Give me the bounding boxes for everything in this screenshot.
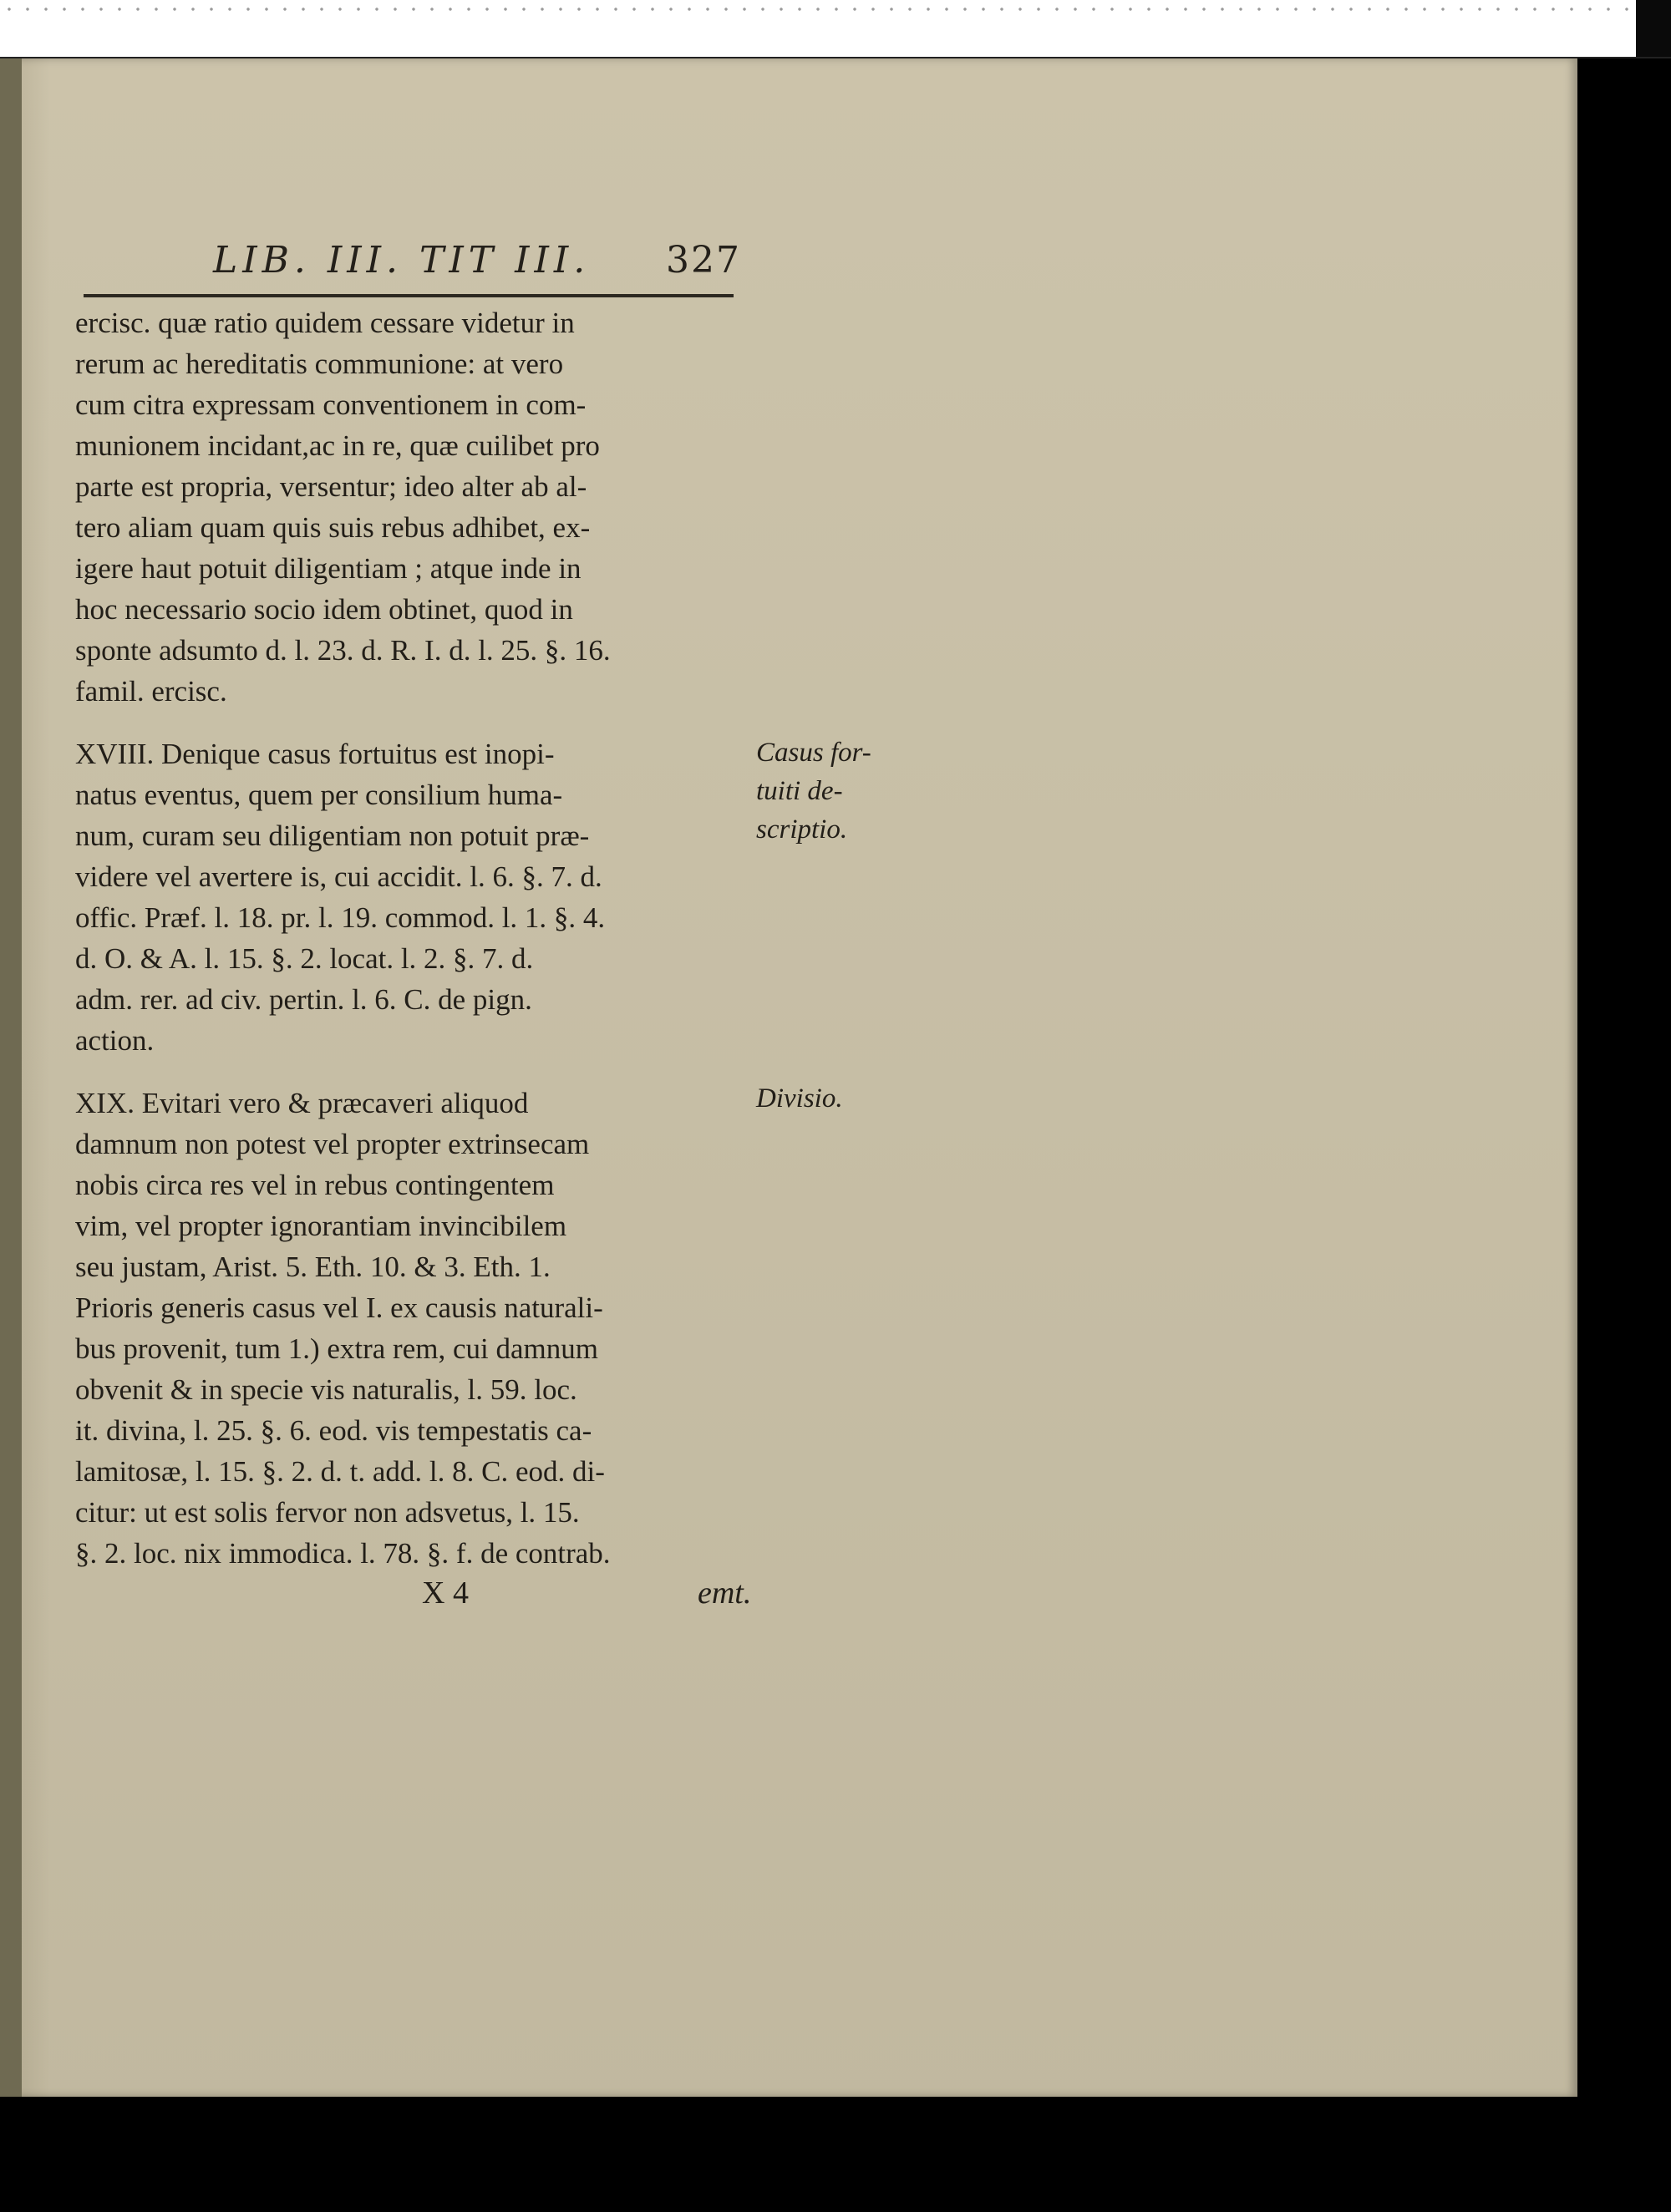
- text-line: XVIII. Denique casus fortuitus est inopi-: [75, 738, 555, 770]
- head-rule: [84, 294, 734, 297]
- ruler-edge-bar: [1636, 0, 1671, 57]
- text-line: citur: ut est solis fervor non adsvetus, l. 15.: [75, 1496, 580, 1529]
- paragraph-xix: [75, 1083, 760, 1574]
- text-line: parte est propria, versentur; ideo alter ab al-: [75, 470, 587, 503]
- text-line: Prioris generis casus vel I. ex causis naturali-: [75, 1291, 603, 1324]
- text-line: XIX. Evitari vero & præcaveri aliquod: [75, 1087, 529, 1119]
- text-line: natus eventus, quem per consilium huma-: [75, 779, 563, 811]
- text-line: videre vel avertere is, cui accidit. l. 6. §. 7. d.: [75, 860, 602, 893]
- text-line: seu justam, Arist. 5. Eth. 10. & 3. Eth. 1.: [75, 1251, 551, 1283]
- text-line: action.: [75, 1024, 155, 1057]
- text-line: igere haut potuit diligentiam ; atque inde in: [75, 552, 582, 585]
- text-line: offic. Præf. l. 18. pr. l. 19. commod. l. 1. §. 4.: [75, 901, 606, 934]
- margin-note-line: tuiti de-: [756, 776, 843, 806]
- text-line: obvenit & in specie vis naturalis, l. 59. loc.: [75, 1373, 577, 1406]
- main-text-block: [75, 302, 760, 1574]
- text-line: damnum non potest vel propter extrinsecam: [75, 1128, 590, 1160]
- text-line: vim, vel propter ignorantiam invincibilem: [75, 1210, 567, 1242]
- text-line: it. divina, l. 25. §. 6. eod. vis tempestatis ca-: [75, 1414, 592, 1447]
- text-line: munionem incidant,ac in re, quæ cuilibet pro: [75, 429, 600, 462]
- text-line: num, curam seu diligentiam non potuit præ-: [75, 819, 590, 852]
- scanner-ruler-strip: [0, 0, 1671, 58]
- paragraph-xviii: [75, 733, 760, 1061]
- margin-note-line: Casus for-: [756, 738, 871, 768]
- text-line: d. O. & A. l. 15. §. 2. locat. l. 2. §. 7. d.: [75, 942, 534, 975]
- margin-note-line: scriptio.: [756, 814, 848, 845]
- text-line: lamitosæ, l. 15. §. 2. d. t. add. l. 8. C. eod. di-: [75, 1455, 605, 1488]
- text-line: sponte adsumto d. l. 23. d. R. I. d. l. 25. §. 16.: [75, 634, 611, 667]
- page-number: 327: [666, 239, 741, 282]
- text-line: bus provenit, tum 1.) extra rem, cui damnum: [75, 1332, 598, 1365]
- text-line: cum citra expressam conventionem in com-: [75, 388, 587, 421]
- ruler-dots: [0, 0, 1671, 18]
- signature-mark: X 4: [422, 1575, 469, 1611]
- running-head-title: LIB. III. TIT III.: [213, 239, 591, 282]
- page-gutter: [0, 58, 22, 2097]
- catchword: emt.: [698, 1575, 752, 1611]
- running-head: [213, 239, 748, 289]
- text-line: adm. rer. ad civ. pertin. l. 6. C. de pign.: [75, 983, 532, 1016]
- text-line: famil. ercisc.: [75, 675, 227, 708]
- margin-note-divisio: [756, 1079, 890, 1118]
- text-line: ercisc. quæ ratio quidem cessare videtur in: [75, 307, 575, 339]
- text-line: rerum ac hereditatis communione: at vero: [75, 348, 564, 380]
- margin-note-line: Divisio.: [756, 1083, 843, 1114]
- text-line: §. 2. loc. nix immodica. l. 78. §. f. de contrab.: [75, 1537, 611, 1570]
- text-line: tero aliam quam quis suis rebus adhibet, ex-: [75, 511, 591, 544]
- text-line: hoc necessario socio idem obtinet, quod in: [75, 593, 573, 626]
- paragraph-continuation: [75, 302, 760, 712]
- text-line: nobis circa res vel in rebus contingentem: [75, 1169, 555, 1201]
- margin-note-casus: [756, 733, 890, 849]
